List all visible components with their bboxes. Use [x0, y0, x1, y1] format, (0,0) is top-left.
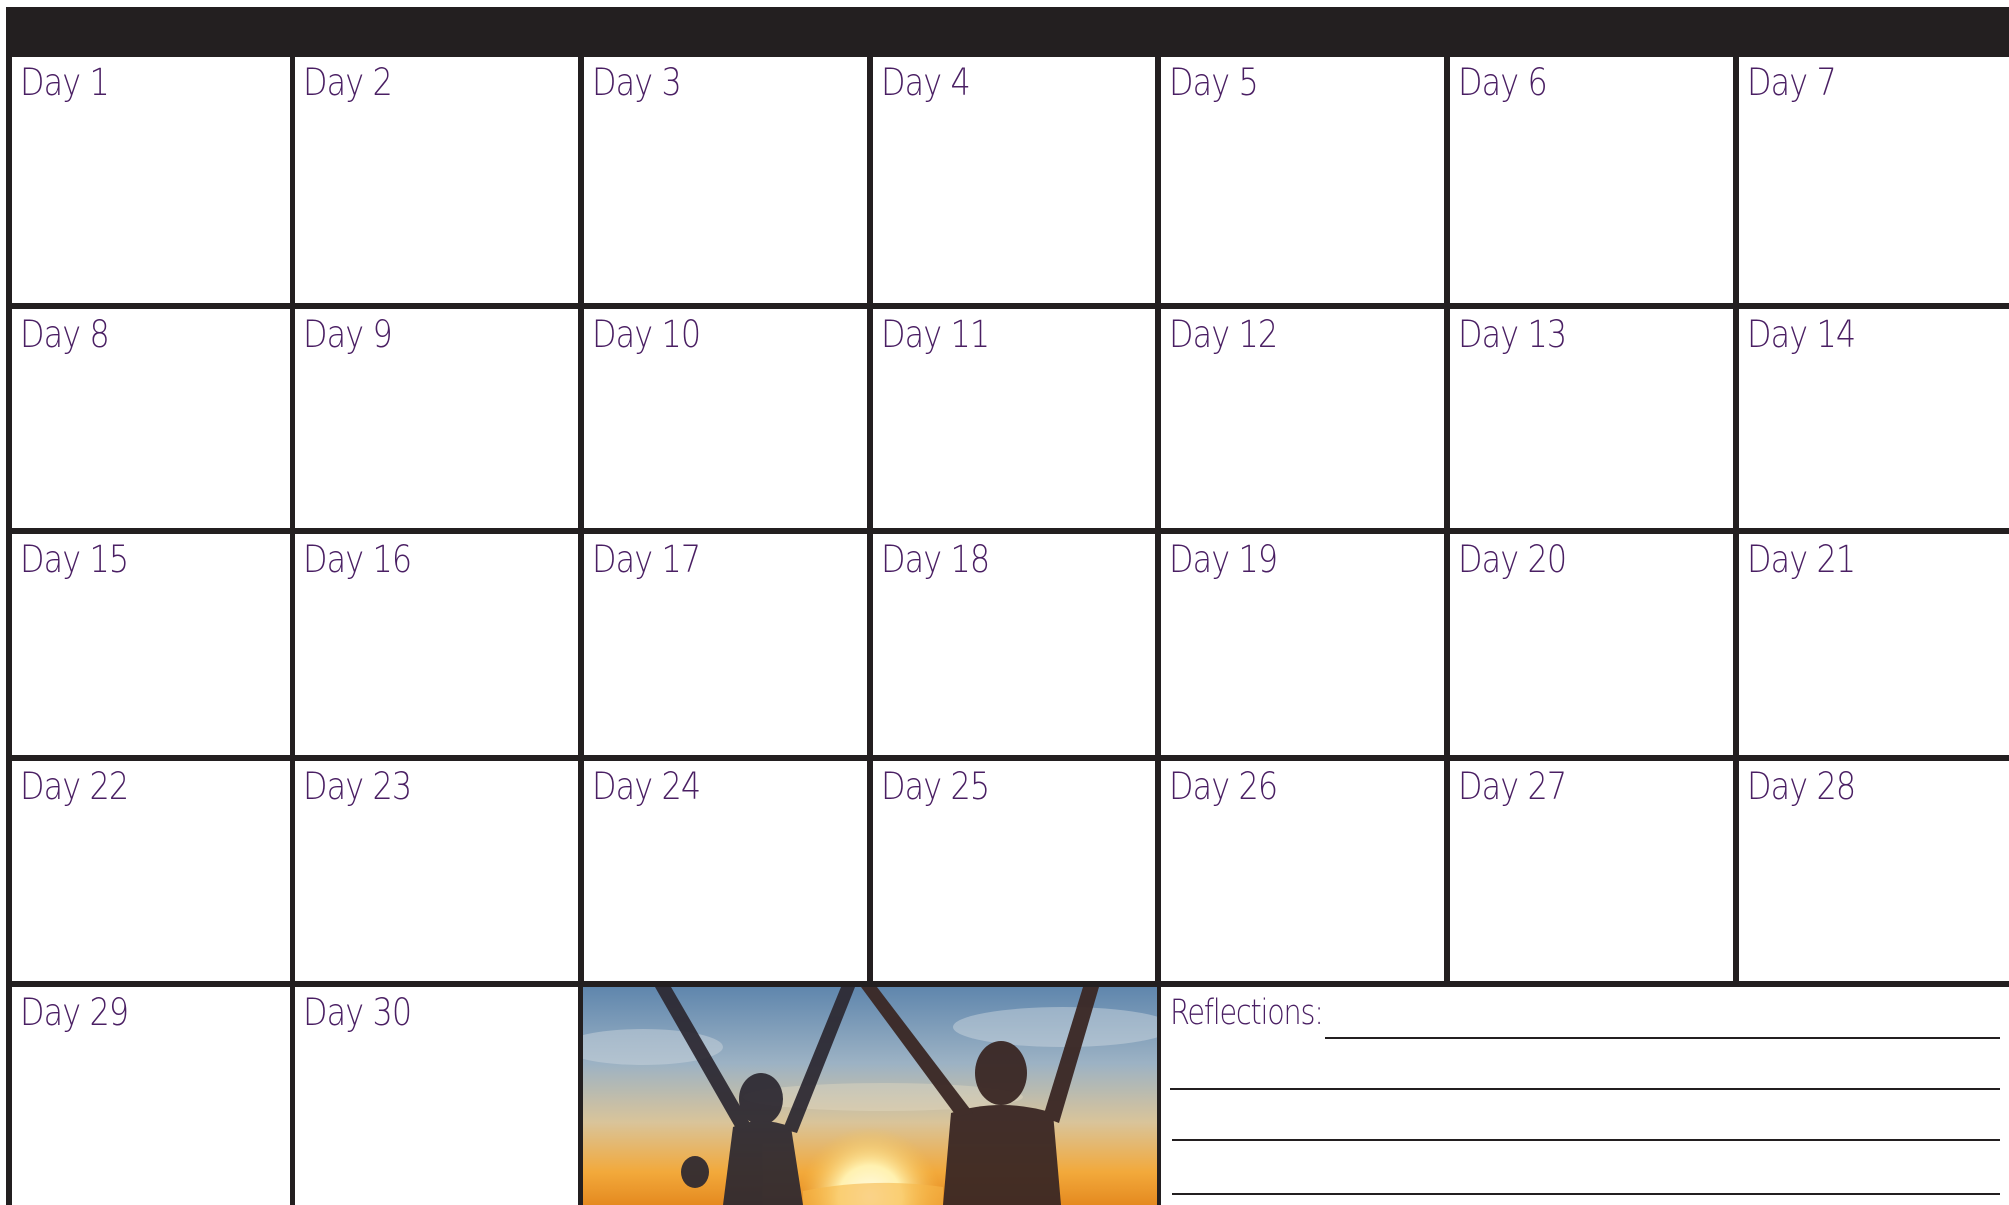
day-cell[interactable]: [873, 534, 1155, 755]
day-cell[interactable]: [873, 57, 1155, 303]
day-label: Day 25: [881, 765, 990, 808]
day-cell[interactable]: [295, 534, 578, 755]
day-cell[interactable]: [873, 309, 1155, 528]
day-label: Day 28: [1747, 765, 1856, 808]
day-label: Day 26: [1169, 765, 1278, 808]
reflections-write-line[interactable]: [1325, 1037, 2000, 1039]
day-label: Day 30: [303, 991, 412, 1034]
day-label: Day 5: [1169, 61, 1258, 104]
day-cell[interactable]: [1739, 57, 2009, 303]
day-cell[interactable]: [873, 761, 1155, 981]
day-label: Day 1: [20, 61, 109, 104]
day-cell[interactable]: [12, 57, 290, 303]
day-cell[interactable]: [12, 534, 290, 755]
day-label: Day 15: [20, 538, 129, 581]
day-label: Day 22: [20, 765, 129, 808]
day-label: Day 11: [881, 313, 990, 356]
day-cell[interactable]: [1161, 309, 1444, 528]
reflections-area[interactable]: [1162, 987, 2009, 1205]
day-cell[interactable]: [1161, 57, 1444, 303]
day-cell[interactable]: [1450, 534, 1733, 755]
day-label: Day 27: [1458, 765, 1567, 808]
day-label: Day 12: [1169, 313, 1278, 356]
day-label: Day 18: [881, 538, 990, 581]
day-cell[interactable]: [1739, 309, 2009, 528]
day-cell[interactable]: [295, 987, 578, 1205]
day-cell[interactable]: [295, 57, 578, 303]
couple-sunset-photo-svg: [583, 987, 1157, 1205]
day-cell[interactable]: [295, 761, 578, 981]
header-bar: [6, 7, 2009, 57]
day-label: Day 10: [592, 313, 701, 356]
day-label: Day 13: [1458, 313, 1567, 356]
day-cell[interactable]: [1450, 309, 1733, 528]
day-cell[interactable]: [584, 309, 867, 528]
day-cell[interactable]: [12, 309, 290, 528]
day-label: Day 4: [881, 61, 970, 104]
day-cell[interactable]: [584, 534, 867, 755]
day-cell[interactable]: [1450, 761, 1733, 981]
day-label: Day 7: [1747, 61, 1836, 104]
day-label: Day 21: [1747, 538, 1856, 581]
day-label: Day 8: [20, 313, 109, 356]
day-cell[interactable]: [584, 761, 867, 981]
day-label: Day 20: [1458, 538, 1567, 581]
day-label: Day 16: [303, 538, 412, 581]
day-label: Day 9: [303, 313, 392, 356]
day-label: Day 2: [303, 61, 392, 104]
day-label: Day 29: [20, 991, 129, 1034]
couple-sunset-photo: [583, 987, 1157, 1205]
day-cell[interactable]: [1450, 57, 1733, 303]
day-label: Day 6: [1458, 61, 1547, 104]
reflections-write-line[interactable]: [1170, 1088, 2000, 1090]
reflections-write-line[interactable]: [1172, 1139, 2000, 1141]
day-cell[interactable]: [12, 987, 290, 1205]
day-cell[interactable]: [1161, 761, 1444, 981]
day-cell[interactable]: [1739, 534, 2009, 755]
day-label: Day 14: [1747, 313, 1856, 356]
day-cell[interactable]: [1739, 761, 2009, 981]
day-label: Day 19: [1169, 538, 1278, 581]
day-cell[interactable]: [584, 57, 867, 303]
day-label: Day 23: [303, 765, 412, 808]
day-cell[interactable]: [12, 761, 290, 981]
reflections-write-line[interactable]: [1172, 1193, 2000, 1195]
day-label: Day 3: [592, 61, 681, 104]
day-label: Day 17: [592, 538, 701, 581]
reflections-label: Reflections:: [1170, 993, 1323, 1033]
day-label: Day 24: [592, 765, 701, 808]
day-cell[interactable]: [295, 309, 578, 528]
day-cell[interactable]: [1161, 534, 1444, 755]
